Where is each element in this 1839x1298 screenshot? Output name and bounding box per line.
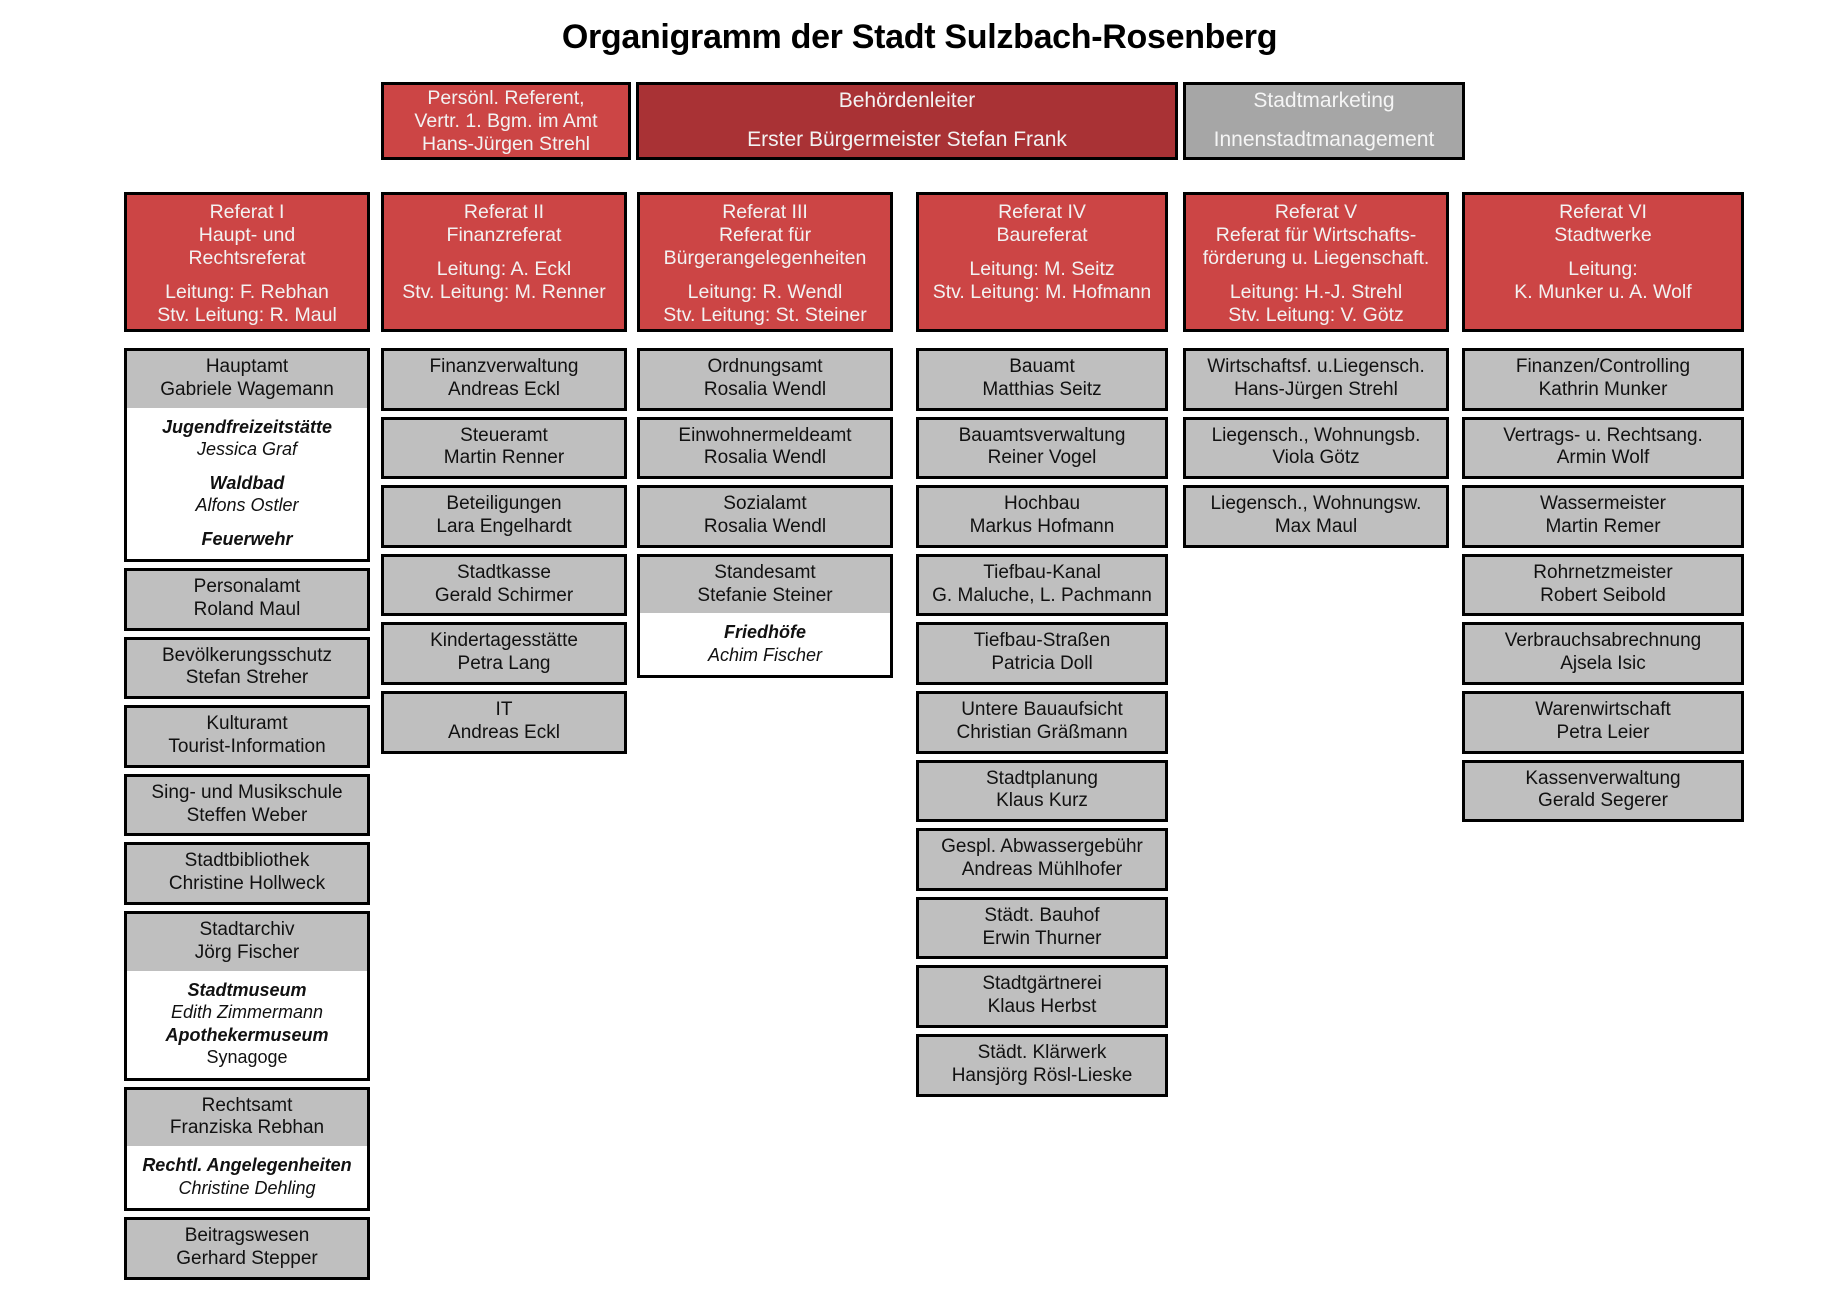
persoenlicher-referent-line1: Persönl. Referent, xyxy=(427,86,585,109)
referat-4-number: Referat IV xyxy=(998,201,1086,223)
unit-name: Beteiligungen xyxy=(446,493,562,515)
unit-person: Markus Hofmann xyxy=(969,515,1115,537)
unit-header xyxy=(919,420,1165,477)
column-referat-1 xyxy=(124,348,370,1286)
unit-header xyxy=(1465,351,1741,408)
unit-header xyxy=(127,1220,367,1277)
unit-name: Stadtgärtnerei xyxy=(982,973,1102,995)
unit-person: Martin Remer xyxy=(1545,515,1661,537)
unit-name: Ordnungsamt xyxy=(707,356,823,377)
unit-person: Rosalia Wendl xyxy=(703,447,827,469)
unit-name: Kulturamt xyxy=(206,713,288,735)
unit-person: Gerhard Stepper xyxy=(176,1248,318,1270)
unit-header xyxy=(127,640,367,697)
unit-box[interactable] xyxy=(124,705,370,768)
unit-person: Klaus Kurz xyxy=(996,790,1088,812)
referat-1-stv-leitung: Stv. Leitung: R. Maul xyxy=(157,304,337,326)
unit-header xyxy=(127,351,367,408)
unit-box[interactable] xyxy=(1462,554,1744,617)
unit-subitem: Rechtl. Angelegenheiten xyxy=(142,1155,352,1176)
referat-4-name-line: Baureferat xyxy=(996,224,1088,246)
unit-person: Christian Gräßmann xyxy=(956,721,1128,743)
unit-header xyxy=(919,557,1165,614)
unit-header xyxy=(127,571,367,628)
unit-name: Steueramt xyxy=(460,424,548,446)
unit-header xyxy=(384,488,624,545)
unit-subitem: Stadtmuseum xyxy=(187,979,307,1000)
column-referat-3 xyxy=(637,348,893,684)
referat-3-name-line: Referat für xyxy=(718,224,812,246)
unit-person: Andreas Eckl xyxy=(448,378,560,400)
unit-person: Viola Götz xyxy=(1272,447,1360,469)
unit-name: Kindertagesstätte xyxy=(430,630,578,652)
page-title: Organigramm der Stadt Sulzbach-Rosenberg xyxy=(561,18,1278,56)
unit-box[interactable] xyxy=(916,760,1168,823)
unit-subitem: Jessica Graf xyxy=(196,439,298,460)
referat-2-leitung: Leitung: A. Eckl xyxy=(436,258,572,280)
unit-subitem: Apothekermuseum xyxy=(165,1024,329,1045)
behoerdenleiter-label: Behördenleiter xyxy=(838,89,976,113)
unit-header xyxy=(127,777,367,834)
top-level-band xyxy=(0,82,1839,160)
unit-person: Andreas Eckl xyxy=(448,721,560,743)
box-referat-6[interactable] xyxy=(1462,192,1744,332)
unit-person: Hans-Jürgen Strehl xyxy=(1234,378,1398,400)
stadtmarketing-label: Stadtmarketing xyxy=(1253,89,1395,113)
unit-header xyxy=(384,351,624,408)
referat-1-name-line: Haupt- und xyxy=(198,224,296,246)
referat-5-leitung: Leitung: H.-J. Strehl xyxy=(1229,281,1403,303)
persoenlicher-referent-line2: Vertr. 1. Bgm. im Amt xyxy=(414,109,598,132)
unit-box[interactable] xyxy=(916,554,1168,617)
unit-name: IT xyxy=(495,698,513,720)
unit-subitem: Waldbad xyxy=(209,472,285,493)
referat-3-stv-leitung: Stv. Leitung: St. Steiner xyxy=(663,304,867,326)
unit-person: Stefanie Steiner xyxy=(697,584,833,606)
unit-box[interactable] xyxy=(1462,760,1744,823)
unit-name: Vertrags- u. Rechtsang. xyxy=(1503,424,1703,446)
referat-2-number: Referat II xyxy=(463,201,545,223)
unit-person: Stefan Streher xyxy=(185,667,309,689)
unit-name: Untere Bauaufsicht xyxy=(961,698,1123,720)
unit-subitem: Edith Zimmermann xyxy=(170,1002,324,1023)
unit-header xyxy=(919,1037,1165,1094)
unit-box[interactable] xyxy=(381,691,627,754)
unit-box[interactable] xyxy=(916,897,1168,960)
unit-header xyxy=(384,694,624,751)
unit-header xyxy=(127,1090,367,1147)
referat-1-leitung: Leitung: F. Rebhan xyxy=(165,281,329,303)
box-referat-1[interactable] xyxy=(124,192,370,332)
referat-5-name-line: förderung u. Liegenschaft. xyxy=(1202,247,1430,269)
unit-name: Gespl. Abwassergebühr xyxy=(941,836,1143,858)
unit-name: Städt. Klärwerk xyxy=(977,1041,1107,1063)
unit-box[interactable] xyxy=(916,1034,1168,1097)
unit-header xyxy=(640,351,890,408)
unit-box[interactable] xyxy=(916,828,1168,891)
unit-person: Reiner Vogel xyxy=(987,447,1097,469)
unit-box[interactable] xyxy=(381,348,627,411)
unit-box[interactable] xyxy=(1462,485,1744,548)
unit-person: Erwin Thurner xyxy=(982,927,1102,949)
unit-person: G. Maluche, L. Pachmann xyxy=(932,584,1152,606)
unit-box[interactable] xyxy=(124,1217,370,1280)
unit-person: Franziska Rebhan xyxy=(169,1117,325,1139)
unit-header xyxy=(1465,625,1741,682)
unit-box[interactable] xyxy=(1462,348,1744,411)
unit-person: Petra Leier xyxy=(1556,721,1650,743)
unit-box[interactable] xyxy=(124,348,370,562)
unit-header xyxy=(919,968,1165,1025)
referat-6-stv-leitung: K. Munker u. A. Wolf xyxy=(1514,281,1692,303)
unit-person: Patricia Doll xyxy=(991,653,1093,675)
unit-header xyxy=(1186,420,1446,477)
unit-box[interactable] xyxy=(381,554,627,617)
unit-name: Personalamt xyxy=(193,576,301,598)
unit-person: Rosalia Wendl xyxy=(703,378,827,400)
unit-name: Rechtsamt xyxy=(201,1094,293,1116)
unit-name: Sing- und Musikschule xyxy=(151,781,343,803)
unit-person: Kathrin Munker xyxy=(1538,378,1668,400)
unit-header xyxy=(919,831,1165,888)
unit-box[interactable] xyxy=(637,417,893,480)
unit-person: Roland Maul xyxy=(193,598,301,620)
unit-box[interactable] xyxy=(916,485,1168,548)
unit-name: Warenwirtschaft xyxy=(1535,698,1671,720)
unit-box[interactable] xyxy=(916,622,1168,685)
unit-header xyxy=(1465,694,1741,751)
unit-name: Hauptamt xyxy=(205,356,289,377)
stadtmarketing-sublabel: Innenstadtmanagement xyxy=(1213,128,1435,151)
unit-name: Verbrauchsabrechnung xyxy=(1504,630,1702,652)
box-persoenlicher-referent[interactable] xyxy=(381,82,631,160)
unit-person: Tourist-Information xyxy=(168,736,326,758)
unit-person: Max Maul xyxy=(1274,515,1358,537)
unit-box[interactable] xyxy=(1462,691,1744,754)
unit-box[interactable] xyxy=(1183,417,1449,480)
persoenlicher-referent-person: Hans-Jürgen Strehl xyxy=(422,132,590,155)
referat-1-number: Referat I xyxy=(209,201,285,223)
unit-person: Martin Renner xyxy=(443,447,565,469)
unit-subsection xyxy=(640,613,890,675)
unit-box[interactable] xyxy=(381,485,627,548)
unit-name: Tiefbau-Kanal xyxy=(983,561,1101,583)
unit-name: Bevölkerungsschutz xyxy=(161,644,333,666)
referat-3-number: Referat III xyxy=(722,201,808,223)
unit-box[interactable] xyxy=(381,417,627,480)
referat-1-name-line: Rechtsreferat xyxy=(188,247,306,269)
unit-subitem: Achim Fischer xyxy=(707,644,823,665)
unit-subitem: Feuerwehr xyxy=(201,528,293,549)
referat-4-stv-leitung: Stv. Leitung: M. Hofmann xyxy=(932,281,1152,303)
unit-box[interactable] xyxy=(1462,417,1744,480)
unit-person: Petra Lang xyxy=(457,653,551,675)
unit-box[interactable] xyxy=(637,348,893,411)
unit-name: Stadtbibliothek xyxy=(184,850,310,872)
unit-subsection xyxy=(127,971,367,1078)
unit-name: Finanzverwaltung xyxy=(429,356,579,377)
unit-box[interactable] xyxy=(1183,485,1449,548)
unit-box[interactable] xyxy=(124,911,370,1081)
unit-name: Stadtarchiv xyxy=(199,919,295,941)
unit-box[interactable] xyxy=(124,568,370,631)
unit-person: Lara Engelhardt xyxy=(436,515,572,537)
referat-4-leitung: Leitung: M. Seitz xyxy=(969,258,1115,280)
referat-2-name-line: Finanzreferat xyxy=(446,224,562,246)
unit-name: Kassenverwaltung xyxy=(1525,767,1681,789)
referat-6-name-line: Stadtwerke xyxy=(1554,224,1652,246)
box-stadtmarketing[interactable] xyxy=(1183,82,1465,160)
unit-person: Christine Hollweck xyxy=(168,873,326,895)
unit-subsection xyxy=(127,408,367,560)
unit-header xyxy=(919,763,1165,820)
unit-name: Liegensch., Wohnungsw. xyxy=(1210,493,1422,515)
unit-person: Andreas Mühlhofer xyxy=(961,858,1123,880)
unit-name: Sozialamt xyxy=(723,493,807,515)
unit-name: Stadtkasse xyxy=(457,561,551,583)
referat-3-name-line: Bürgerangelegenheiten xyxy=(663,247,867,269)
unit-subitem: Jugendfreizeitstätte xyxy=(161,416,333,437)
unit-box[interactable] xyxy=(637,485,893,548)
unit-box[interactable] xyxy=(916,691,1168,754)
unit-person: Steffen Weber xyxy=(186,804,308,826)
behoerdenleiter-person: Erster Bürgermeister Stefan Frank xyxy=(747,128,1067,151)
unit-person: Gerald Segerer xyxy=(1538,790,1668,812)
unit-person: Ajsela Isic xyxy=(1560,653,1646,675)
unit-person: Hansjörg Rösl-Lieske xyxy=(951,1064,1133,1086)
unit-header xyxy=(640,488,890,545)
unit-name: Rohrnetzmeister xyxy=(1533,561,1673,583)
unit-box[interactable] xyxy=(916,965,1168,1028)
unit-name: Bauamt xyxy=(1009,356,1075,377)
unit-box[interactable] xyxy=(124,1087,370,1212)
unit-box[interactable] xyxy=(1183,348,1449,411)
box-referat-2[interactable] xyxy=(381,192,627,332)
unit-person: Klaus Herbst xyxy=(987,996,1097,1018)
unit-header xyxy=(384,625,624,682)
unit-header xyxy=(1186,488,1446,545)
unit-header xyxy=(919,351,1165,408)
unit-subitem: Christine Dehling xyxy=(178,1177,316,1198)
box-referat-4[interactable] xyxy=(916,192,1168,332)
unit-person: Armin Wolf xyxy=(1556,447,1650,469)
unit-subitem: Friedhöfe xyxy=(723,622,806,643)
unit-header xyxy=(919,625,1165,682)
unit-header xyxy=(127,914,367,971)
box-referat-5[interactable] xyxy=(1183,192,1449,332)
unit-person: Rosalia Wendl xyxy=(703,515,827,537)
unit-name: Liegensch., Wohnungsb. xyxy=(1211,424,1421,446)
unit-name: Hochbau xyxy=(1003,493,1081,515)
referat-5-number: Referat V xyxy=(1274,201,1358,223)
unit-header xyxy=(919,488,1165,545)
unit-name: Wirtschaftsf. u.Liegensch. xyxy=(1207,356,1425,377)
unit-name: Einwohnermeldeamt xyxy=(678,424,852,446)
unit-person: Matthias Seitz xyxy=(982,378,1102,400)
referat-3-leitung: Leitung: R. Wendl xyxy=(687,281,843,303)
unit-person: Gerald Schirmer xyxy=(434,584,574,606)
referat-band xyxy=(0,192,1839,332)
unit-box[interactable] xyxy=(637,554,893,679)
unit-name: Finanzen/Controlling xyxy=(1515,356,1691,377)
unit-header xyxy=(1465,763,1741,820)
unit-name: Wassermeister xyxy=(1540,493,1666,515)
unit-box[interactable] xyxy=(124,774,370,837)
column-referat-4 xyxy=(916,348,1168,1103)
unit-header xyxy=(384,420,624,477)
unit-name: Stadtplanung xyxy=(986,767,1098,789)
column-referat-5 xyxy=(1183,348,1449,554)
unit-person: Gabriele Wagemann xyxy=(160,378,334,400)
unit-person: Robert Seibold xyxy=(1540,584,1666,606)
unit-box[interactable] xyxy=(1462,622,1744,685)
unit-subitem: Alfons Ostler xyxy=(195,495,299,516)
unit-name: Standesamt xyxy=(714,561,816,583)
referat-6-leitung: Leitung: xyxy=(1568,258,1638,280)
unit-box[interactable] xyxy=(124,842,370,905)
unit-columns xyxy=(0,348,1839,1298)
unit-subitem: Synagoge xyxy=(206,1047,288,1068)
unit-box[interactable] xyxy=(916,348,1168,411)
unit-header xyxy=(1465,420,1741,477)
unit-header xyxy=(384,557,624,614)
referat-5-name-line: Referat für Wirtschafts- xyxy=(1215,224,1417,246)
referat-5-stv-leitung: Stv. Leitung: V. Götz xyxy=(1228,304,1404,326)
unit-box[interactable] xyxy=(124,637,370,700)
unit-header xyxy=(919,694,1165,751)
referat-6-number: Referat VI xyxy=(1559,201,1647,223)
unit-header xyxy=(127,708,367,765)
unit-box[interactable] xyxy=(381,622,627,685)
unit-person: Jörg Fischer xyxy=(194,941,300,963)
box-behoerdenleiter[interactable] xyxy=(636,82,1178,160)
unit-header xyxy=(640,420,890,477)
column-referat-6 xyxy=(1462,348,1744,828)
unit-subsection xyxy=(127,1146,367,1208)
unit-name: Städt. Bauhof xyxy=(984,904,1100,926)
referat-2-stv-leitung: Stv. Leitung: M. Renner xyxy=(402,281,606,303)
unit-header xyxy=(1465,488,1741,545)
unit-box[interactable] xyxy=(916,417,1168,480)
column-referat-2 xyxy=(381,348,627,760)
unit-name: Beitragswesen xyxy=(184,1225,310,1247)
unit-name: Tiefbau-Straßen xyxy=(973,630,1111,652)
unit-name: Bauamtsverwaltung xyxy=(958,424,1126,446)
unit-header xyxy=(640,557,890,614)
unit-header xyxy=(919,900,1165,957)
unit-header xyxy=(127,845,367,902)
unit-header xyxy=(1186,351,1446,408)
box-referat-3[interactable] xyxy=(637,192,893,332)
unit-header xyxy=(1465,557,1741,614)
